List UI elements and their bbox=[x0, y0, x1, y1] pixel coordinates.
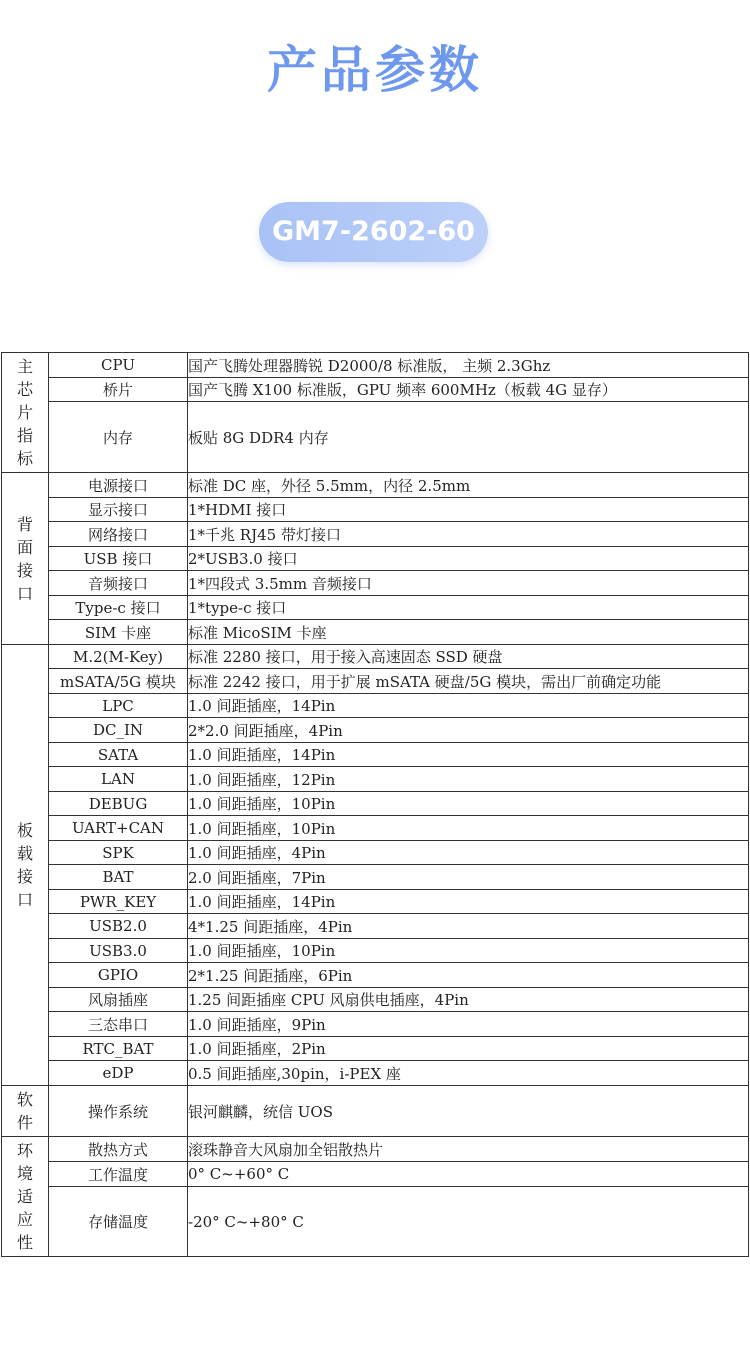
spec-value: 1.0 间距插座，14Pin bbox=[188, 890, 749, 914]
spec-name: Type-c 接口 bbox=[49, 596, 188, 620]
table-row bbox=[2, 694, 749, 718]
spec-name: 存储温度 bbox=[49, 1187, 188, 1257]
spec-value: 标准 DC 座，外径 5.5mm，内径 2.5mm bbox=[188, 473, 749, 498]
model-badge: GM7-2602-60 bbox=[259, 202, 488, 262]
table-row bbox=[2, 596, 749, 620]
table-row bbox=[2, 743, 749, 767]
spec-value: 标准 2242 接口，用于扩展 mSATA 硬盘/5G 模块，需出厂前确定功能 bbox=[188, 669, 749, 694]
page-title: 产品参数 bbox=[267, 41, 483, 99]
spec-name: USB 接口 bbox=[49, 547, 188, 571]
spec-value: 国产飞腾 X100 标准版，GPU 频率 600MHz（板载 4G 显存） bbox=[188, 378, 749, 402]
spec-name: CPU bbox=[49, 353, 188, 378]
group-label-software: 软 件 bbox=[2, 1086, 49, 1137]
table-row bbox=[2, 353, 749, 378]
table-row bbox=[2, 816, 749, 841]
table-row bbox=[2, 402, 749, 473]
table-row bbox=[2, 498, 749, 522]
spec-name: BAT bbox=[49, 865, 188, 890]
spec-name: SATA bbox=[49, 743, 188, 767]
table-row bbox=[2, 890, 749, 914]
spec-value: 1*千兆 RJ45 带灯接口 bbox=[188, 522, 749, 547]
spec-name: DEBUG bbox=[49, 792, 188, 816]
spec-value: 标准 MicoSIM 卡座 bbox=[188, 620, 749, 645]
spec-name: GPIO bbox=[49, 963, 188, 988]
spec-value: 国产飞腾处理器腾锐 D2000/8 标准版， 主频 2.3Ghz bbox=[188, 353, 749, 378]
group-label-environment: 环 境 适 应 性 bbox=[2, 1137, 49, 1257]
spec-name: LAN bbox=[49, 767, 188, 792]
spec-value: 1.25 间距插座 CPU 风扇供电插座，4Pin bbox=[188, 988, 749, 1012]
spec-value: 银河麒麟，统信 UOS bbox=[188, 1086, 749, 1137]
spec-name: USB2.0 bbox=[49, 914, 188, 939]
table-row bbox=[2, 1061, 749, 1086]
table-row bbox=[2, 378, 749, 402]
spec-name: DC_IN bbox=[49, 718, 188, 743]
spec-name: LPC bbox=[49, 694, 188, 718]
table-row bbox=[2, 547, 749, 571]
table-row bbox=[2, 522, 749, 547]
spec-name: M.2(M-Key) bbox=[49, 645, 188, 669]
spec-value: 2.0 间距插座，7Pin bbox=[188, 865, 749, 890]
spec-table bbox=[1, 352, 749, 1257]
table-row bbox=[2, 1187, 749, 1257]
spec-name: 散热方式 bbox=[49, 1137, 188, 1162]
spec-value: 标准 2280 接口，用于接入高速固态 SSD 硬盘 bbox=[188, 645, 749, 669]
table-row bbox=[2, 718, 749, 743]
table-row bbox=[2, 939, 749, 963]
spec-value: 1.0 间距插座，9Pin bbox=[188, 1012, 749, 1037]
table-row bbox=[2, 645, 749, 669]
spec-value: 4*1.25 间距插座，4Pin bbox=[188, 914, 749, 939]
spec-value: 2*2.0 间距插座，4Pin bbox=[188, 718, 749, 743]
spec-name: PWR_KEY bbox=[49, 890, 188, 914]
table-row bbox=[2, 988, 749, 1012]
spec-value: 1*type-c 接口 bbox=[188, 596, 749, 620]
spec-name: SPK bbox=[49, 841, 188, 865]
spec-value: 0.5 间距插座,30pin，i-PEX 座 bbox=[188, 1061, 749, 1086]
spec-name: mSATA/5G 模块 bbox=[49, 669, 188, 694]
table-row bbox=[2, 473, 749, 498]
table-row bbox=[2, 767, 749, 792]
table-row bbox=[2, 669, 749, 694]
spec-value: -20° C~+80° C bbox=[188, 1187, 749, 1257]
spec-value: 1.0 间距插座，10Pin bbox=[188, 939, 749, 963]
spec-name: 电源接口 bbox=[49, 473, 188, 498]
spec-value: 1.0 间距插座，14Pin bbox=[188, 743, 749, 767]
spec-value: 2*USB3.0 接口 bbox=[188, 547, 749, 571]
spec-name: 操作系统 bbox=[49, 1086, 188, 1137]
spec-name: 网络接口 bbox=[49, 522, 188, 547]
spec-value: 1.0 间距插座，2Pin bbox=[188, 1037, 749, 1061]
spec-value: 1.0 间距插座，10Pin bbox=[188, 816, 749, 841]
spec-name: RTC_BAT bbox=[49, 1037, 188, 1061]
spec-value: 1*HDMI 接口 bbox=[188, 498, 749, 522]
spec-name: UART+CAN bbox=[49, 816, 188, 841]
spec-value: 板贴 8G DDR4 内存 bbox=[188, 402, 749, 473]
group-label-onboard: 板 载 接 口 bbox=[2, 645, 49, 1086]
table-row bbox=[2, 865, 749, 890]
spec-value: 滚珠静音大风扇加全铝散热片 bbox=[188, 1137, 749, 1162]
table-row bbox=[2, 963, 749, 988]
table-row bbox=[2, 792, 749, 816]
table-row bbox=[2, 571, 749, 596]
spec-name: 显示接口 bbox=[49, 498, 188, 522]
spec-name: 音频接口 bbox=[49, 571, 188, 596]
group-label-chip: 主 芯 片 指 标 bbox=[2, 353, 49, 473]
spec-value: 0° C~+60° C bbox=[188, 1162, 749, 1187]
table-row bbox=[2, 1162, 749, 1187]
spec-name: 三态串口 bbox=[49, 1012, 188, 1037]
spec-name: 风扇插座 bbox=[49, 988, 188, 1012]
spec-value: 1.0 间距插座，4Pin bbox=[188, 841, 749, 865]
spec-name: 工作温度 bbox=[49, 1162, 188, 1187]
spec-value: 1*四段式 3.5mm 音频接口 bbox=[188, 571, 749, 596]
spec-value: 1.0 间距插座，12Pin bbox=[188, 767, 749, 792]
spec-value: 1.0 间距插座，14Pin bbox=[188, 694, 749, 718]
spec-value: 1.0 间距插座，10Pin bbox=[188, 792, 749, 816]
spec-name: eDP bbox=[49, 1061, 188, 1086]
spec-name: 内存 bbox=[49, 402, 188, 473]
table-row bbox=[2, 841, 749, 865]
spec-value: 2*1.25 间距插座，6Pin bbox=[188, 963, 749, 988]
table-row bbox=[2, 914, 749, 939]
group-label-rear: 背 面 接 口 bbox=[2, 473, 49, 645]
table-row bbox=[2, 1012, 749, 1037]
table-row bbox=[2, 1137, 749, 1162]
table-row bbox=[2, 620, 749, 645]
spec-name: 桥片 bbox=[49, 378, 188, 402]
table-row bbox=[2, 1037, 749, 1061]
table-row bbox=[2, 1086, 749, 1137]
spec-name: USB3.0 bbox=[49, 939, 188, 963]
spec-name: SIM 卡座 bbox=[49, 620, 188, 645]
